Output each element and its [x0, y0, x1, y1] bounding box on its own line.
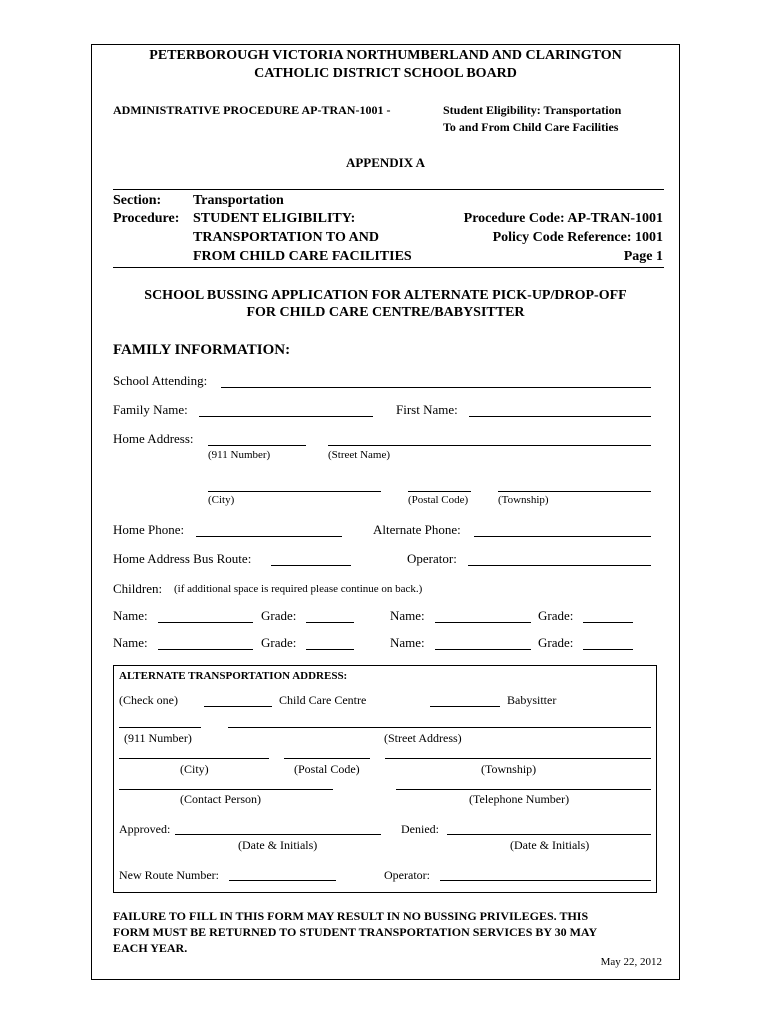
family-name-label: Family Name: — [113, 402, 188, 417]
child3-name-label: Name: — [113, 635, 148, 650]
family-name-field[interactable] — [199, 416, 373, 417]
home-postal-field[interactable] — [408, 491, 471, 492]
alt-postal-field[interactable] — [284, 758, 370, 759]
alt-township-field[interactable] — [385, 758, 651, 759]
new-route-label: New Route Number: — [119, 868, 219, 882]
child4-grade-field[interactable] — [583, 649, 633, 650]
denied-caption: (Date & Initials) — [510, 838, 590, 852]
home-911-field[interactable] — [208, 445, 306, 446]
home-street-caption: (Street Name) — [328, 449, 390, 461]
divider-bottom — [113, 267, 664, 268]
home-phone-field[interactable] — [196, 536, 342, 537]
alt-operator-field[interactable] — [440, 880, 651, 881]
telephone-caption: (Telephone Number) — [469, 792, 570, 806]
first-name-field[interactable] — [469, 416, 651, 417]
school-attending-label: School Attending: — [113, 373, 208, 388]
warning-line1: FAILURE TO FILL IN THIS FORM MAY RESULT IN NO BUSSING PRIVILEGES. THIS — [113, 909, 589, 923]
procedure-code: Procedure Code: AP-TRAN-1001 — [463, 211, 663, 226]
warning-line3: EACH YEAR. — [113, 941, 188, 955]
approved-field[interactable] — [175, 834, 381, 835]
child3-name-field[interactable] — [158, 649, 253, 650]
section-label: Section: — [113, 193, 162, 208]
new-route-field[interactable] — [229, 880, 336, 881]
home-address-label: Home Address: — [113, 431, 194, 446]
alt-heading: ALTERNATE TRANSPORTATION ADDRESS: — [119, 670, 348, 682]
child2-grade-field[interactable] — [583, 622, 633, 623]
operator-field[interactable] — [468, 565, 651, 566]
contact-person-field[interactable] — [119, 789, 333, 790]
board-name-line1: PETERBOROUGH VICTORIA NORTHUMBERLAND AND CLARINGTON — [149, 48, 622, 63]
procedure-value-3: FROM CHILD CARE FACILITIES — [193, 249, 412, 264]
procedure-prefix: ADMINISTRATIVE PROCEDURE AP-TRAN-1001 - — [113, 103, 391, 117]
alt-postal-caption: (Postal Code) — [294, 762, 360, 776]
child1-name-field[interactable] — [158, 622, 253, 623]
section-value: Transportation — [193, 193, 284, 208]
home-city-field[interactable] — [208, 491, 381, 492]
page-number: Page 1 — [623, 249, 663, 264]
child1-grade-field[interactable] — [306, 622, 354, 623]
child2-name-label: Name: — [390, 608, 425, 623]
board-name-line2: CATHOLIC DISTRICT SCHOOL BOARD — [254, 66, 517, 81]
footer-date: May 22, 2012 — [600, 956, 662, 968]
child3-grade-field[interactable] — [306, 649, 354, 650]
alt-street-field[interactable] — [228, 727, 651, 728]
child1-name-label: Name: — [113, 608, 148, 623]
form-title-line1: SCHOOL BUSSING APPLICATION FOR ALTERNATE PICK-UP/DROP-OFF — [144, 288, 627, 303]
children-note: (if additional space is required please continue on back.) — [174, 583, 423, 595]
alt-911-field[interactable] — [119, 727, 201, 728]
babysitter-checkbox[interactable] — [430, 706, 500, 707]
bus-route-label: Home Address Bus Route: — [113, 551, 252, 566]
divider-top — [113, 189, 664, 190]
procedure-label: Procedure: — [113, 211, 180, 226]
child2-name-field[interactable] — [435, 622, 531, 623]
approved-caption: (Date & Initials) — [238, 838, 318, 852]
home-911-caption: (911 Number) — [208, 449, 271, 461]
first-name-label: First Name: — [396, 402, 458, 417]
alt-street-caption: (Street Address) — [384, 731, 462, 745]
child4-grade-label: Grade: — [538, 635, 574, 650]
procedure-value-2: TRANSPORTATION TO AND — [193, 230, 379, 245]
family-info-heading: FAMILY INFORMATION: — [113, 342, 291, 358]
babysitter-label: Babysitter — [507, 693, 557, 707]
alt-operator-label: Operator: — [384, 868, 430, 882]
check-one-label: (Check one) — [119, 693, 178, 707]
home-phone-label: Home Phone: — [113, 522, 185, 537]
denied-field[interactable] — [447, 834, 651, 835]
home-township-caption: (Township) — [498, 494, 549, 506]
child4-name-label: Name: — [390, 635, 425, 650]
alt-911-caption: (911 Number) — [124, 731, 192, 745]
alt-city-caption: (City) — [180, 762, 209, 776]
telephone-field[interactable] — [396, 789, 651, 790]
alt-city-field[interactable] — [119, 758, 269, 759]
home-postal-caption: (Postal Code) — [408, 494, 469, 506]
alt-township-caption: (Township) — [481, 762, 537, 776]
procedure-title-line1: Student Eligibility: Transportation — [443, 103, 622, 117]
bus-route-field[interactable] — [271, 565, 351, 566]
school-attending-field[interactable] — [221, 387, 651, 388]
child3-grade-label: Grade: — [261, 635, 297, 650]
alternate-address-box — [113, 665, 657, 893]
alternate-phone-label: Alternate Phone: — [373, 522, 461, 537]
appendix-title: APPENDIX A — [345, 155, 426, 170]
home-township-field[interactable] — [498, 491, 651, 492]
child4-name-field[interactable] — [435, 649, 531, 650]
child1-grade-label: Grade: — [261, 608, 297, 623]
child2-grade-label: Grade: — [538, 608, 574, 623]
children-label: Children: — [113, 581, 163, 596]
procedure-title-line2: To and From Child Care Facilities — [443, 120, 619, 134]
operator-label: Operator: — [407, 551, 457, 566]
alternate-phone-field[interactable] — [474, 536, 651, 537]
approved-label: Approved: — [119, 822, 171, 836]
child-care-label: Child Care Centre — [279, 693, 367, 707]
policy-code: Policy Code Reference: 1001 — [492, 230, 663, 245]
form-title-line2: FOR CHILD CARE CENTRE/BABYSITTER — [246, 305, 525, 320]
home-street-field[interactable] — [328, 445, 651, 446]
warning-line2: FORM MUST BE RETURNED TO STUDENT TRANSPORTATION SERVICES BY 30 MAY — [113, 925, 598, 939]
procedure-value-1: STUDENT ELIGIBILITY: — [193, 211, 356, 226]
child-care-checkbox[interactable] — [204, 706, 272, 707]
home-city-caption: (City) — [208, 494, 235, 506]
denied-label: Denied: — [401, 822, 439, 836]
contact-person-caption: (Contact Person) — [180, 792, 261, 806]
